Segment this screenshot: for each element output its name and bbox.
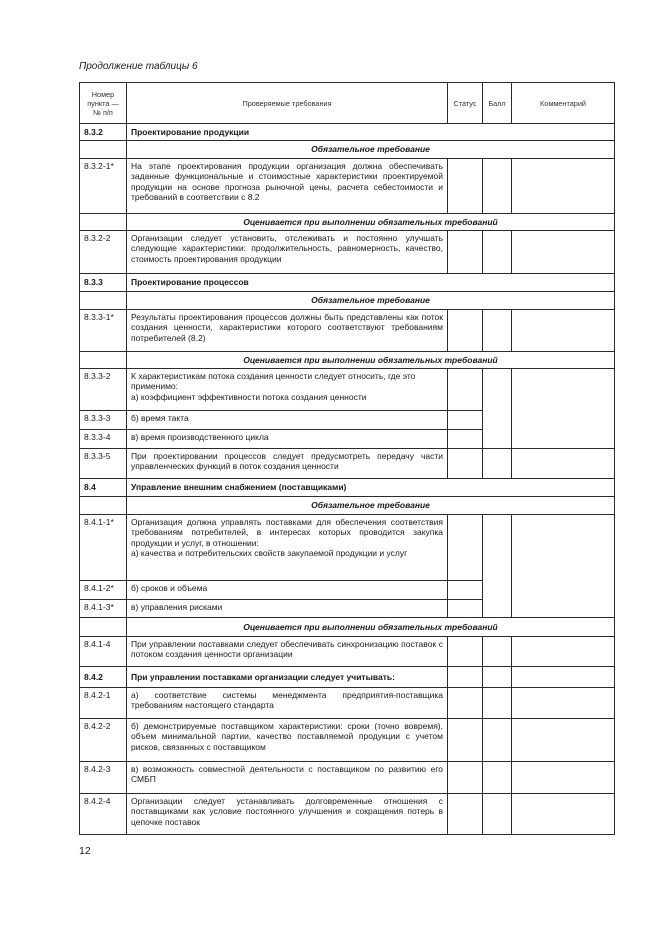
comment-cell — [512, 667, 615, 688]
row-number: 8.3.2 — [80, 124, 127, 141]
header-requirements: Проверяемые требования — [127, 83, 448, 124]
status-cell — [448, 688, 483, 719]
score-cell — [483, 231, 512, 274]
band-row — [80, 214, 615, 231]
row-number: 8.3.3-4 — [80, 430, 127, 449]
row-number: 8.3.3-1* — [80, 310, 127, 352]
comment-cell — [512, 310, 615, 352]
row-requirement: Организации следует установить, отслеживать и постоянно улучшать следующие характеристики: продолжительность, равномерность, качество, стоимость проектирования продукции — [127, 231, 448, 274]
band-evaluated: Оценивается при выполнении обязательных требований — [127, 214, 615, 231]
row-number: 8.3.2-1* — [80, 159, 127, 214]
status-cell — [448, 762, 483, 794]
score-cell — [483, 688, 512, 719]
comment-cell — [512, 449, 615, 479]
section-row — [80, 667, 615, 688]
table-row — [80, 159, 615, 214]
table-row — [80, 515, 615, 581]
band-spacer — [80, 497, 127, 515]
row-requirement: б) демонстрируемые поставщиком характеристики: сроки (точно вовремя), объем минимальной партии, качество поставляемой продукции с учетом рисков, связанных с поставщиком — [127, 719, 448, 762]
status-cell — [448, 719, 483, 762]
row-number: 8.3.3-2 — [80, 369, 127, 411]
comment-cell — [512, 231, 615, 274]
comment-cell — [512, 369, 615, 449]
header-comment: Комментарий — [512, 83, 615, 124]
score-cell — [483, 667, 512, 688]
section-row — [80, 274, 615, 292]
band-row — [80, 141, 615, 159]
row-requirement: Результаты проектирования процессов должны быть представлены как поток создания ценности, характеристики которого соответствуют требованиям потребителей (8.2) — [127, 310, 448, 352]
band-row — [80, 497, 615, 515]
band-spacer — [80, 292, 127, 310]
section-row — [80, 124, 615, 141]
requirements-table — [79, 82, 615, 835]
score-cell — [483, 310, 512, 352]
header-num: Номер пункта — № п/п — [80, 83, 127, 124]
score-cell — [483, 369, 512, 449]
comment-cell — [512, 688, 615, 719]
status-cell — [448, 581, 483, 600]
table-row — [80, 231, 615, 274]
status-cell — [448, 667, 483, 688]
row-number: 8.3.3-3 — [80, 411, 127, 430]
row-requirement-lead: Организация должна управлять поставками для обеспечения соответствия требованиям потребителей, в интересах которых проводится закупка продукции и услуг, в отношении: — [131, 517, 443, 548]
section-title: Управление внешним снабжением (поставщиками) — [127, 479, 615, 497]
row-requirement — [127, 515, 448, 581]
page-number: 12 — [79, 845, 91, 857]
row-requirement: Организации следует устанавливать долговременные отношения с поставщиками как условие постоянного улучшения и сокращения потерь в цепочке поставок — [127, 794, 448, 835]
comment-cell — [512, 719, 615, 762]
comment-cell — [512, 637, 615, 667]
row-requirement: При проектировании процессов следует предусмотреть передачу части управленческих функций в поток создания ценности — [127, 449, 448, 479]
band-mandatory: Обязательное требование — [127, 292, 615, 310]
section-title: Проектирование процессов — [127, 274, 615, 292]
band-spacer — [80, 618, 127, 637]
header-status: Статус — [448, 83, 483, 124]
row-requirement: На этапе проектирования продукции организация должна обеспечивать заданные функциональные и стоимостные характеристики проектируемой продукции на основе прогноза рыночной цены, расчета себестоимости и требований в соответствии с 8.2 — [127, 159, 448, 214]
row-number: 8.3.3-5 — [80, 449, 127, 479]
row-number: 8.4.2-1 — [80, 688, 127, 719]
score-cell — [483, 637, 512, 667]
status-cell — [448, 449, 483, 479]
status-cell — [448, 794, 483, 835]
row-requirement: б) время такта — [127, 411, 448, 430]
status-cell — [448, 600, 483, 618]
table-row — [80, 637, 615, 667]
table-row — [80, 719, 615, 762]
row-number: 8.4.2 — [80, 667, 127, 688]
row-number: 8.4 — [80, 479, 127, 497]
status-cell — [448, 637, 483, 667]
row-requirement: б) сроков и объема — [127, 581, 448, 600]
table-row — [80, 762, 615, 794]
row-number: 8.4.1-1* — [80, 515, 127, 581]
header-row — [80, 83, 615, 124]
comment-cell — [512, 159, 615, 214]
row-number: 8.4.1-3* — [80, 600, 127, 618]
status-cell — [448, 231, 483, 274]
status-cell — [448, 310, 483, 352]
table-row — [80, 688, 615, 719]
band-evaluated: Оценивается при выполнении обязательных требований — [127, 352, 615, 369]
status-cell — [448, 430, 483, 449]
row-requirement — [127, 369, 448, 411]
band-spacer — [80, 214, 127, 231]
section-row — [80, 479, 615, 497]
comment-cell — [512, 762, 615, 794]
row-requirement: а) соответствие системы менеджмента предприятия-поставщика требованиям настоящего стандарта — [127, 688, 448, 719]
band-spacer — [80, 141, 127, 159]
band-row — [80, 292, 615, 310]
header-score: Балл — [483, 83, 512, 124]
comment-cell — [512, 794, 615, 835]
band-spacer — [80, 352, 127, 369]
band-row — [80, 618, 615, 637]
comment-cell — [512, 515, 615, 618]
row-requirement-lead: К характеристикам потока создания ценности следует относить, где это применимо: — [131, 371, 416, 392]
table-row — [80, 369, 615, 411]
row-number: 8.3.3 — [80, 274, 127, 292]
row-requirement: При управлении поставками следует обеспечивать синхронизацию поставок с потоком создания ценности организации — [127, 637, 448, 667]
band-evaluated: Оценивается при выполнении обязательных требований — [127, 618, 615, 637]
score-cell — [483, 515, 512, 618]
score-cell — [483, 762, 512, 794]
table-row — [80, 449, 615, 479]
row-number: 8.4.1-2* — [80, 581, 127, 600]
row-number: 8.3.2-2 — [80, 231, 127, 274]
table-row — [80, 310, 615, 352]
row-requirement-sub: а) коэффициент эффективности потока создания ценности — [131, 391, 367, 402]
row-number: 8.4.2-4 — [80, 794, 127, 835]
row-requirement: в) управления рисками — [127, 600, 448, 618]
band-row — [80, 352, 615, 369]
row-requirement-sub: а) качества и потребительских свойств закупаемой продукции и услуг — [131, 548, 408, 559]
table-caption: Продолжение таблицы 6 — [79, 61, 198, 72]
row-requirement: в) время производственного цикла — [127, 430, 448, 449]
row-number: 8.4.2-2 — [80, 719, 127, 762]
row-requirement: в) возможность совместной деятельности с поставщиком по развитию его СМБП — [127, 762, 448, 794]
status-cell — [448, 369, 483, 411]
status-cell — [448, 411, 483, 430]
score-cell — [483, 794, 512, 835]
section-title: При управлении поставками организации следует учитывать: — [127, 667, 448, 688]
status-cell — [448, 515, 483, 581]
row-number: 8.4.1-4 — [80, 637, 127, 667]
band-mandatory: Обязательное требование — [127, 497, 615, 515]
band-mandatory: Обязательное требование — [127, 141, 615, 159]
score-cell — [483, 719, 512, 762]
status-cell — [448, 159, 483, 214]
score-cell — [483, 449, 512, 479]
row-number: 8.4.2-3 — [80, 762, 127, 794]
table-row — [80, 794, 615, 835]
section-title: Проектирование продукции — [127, 124, 615, 141]
score-cell — [483, 159, 512, 214]
